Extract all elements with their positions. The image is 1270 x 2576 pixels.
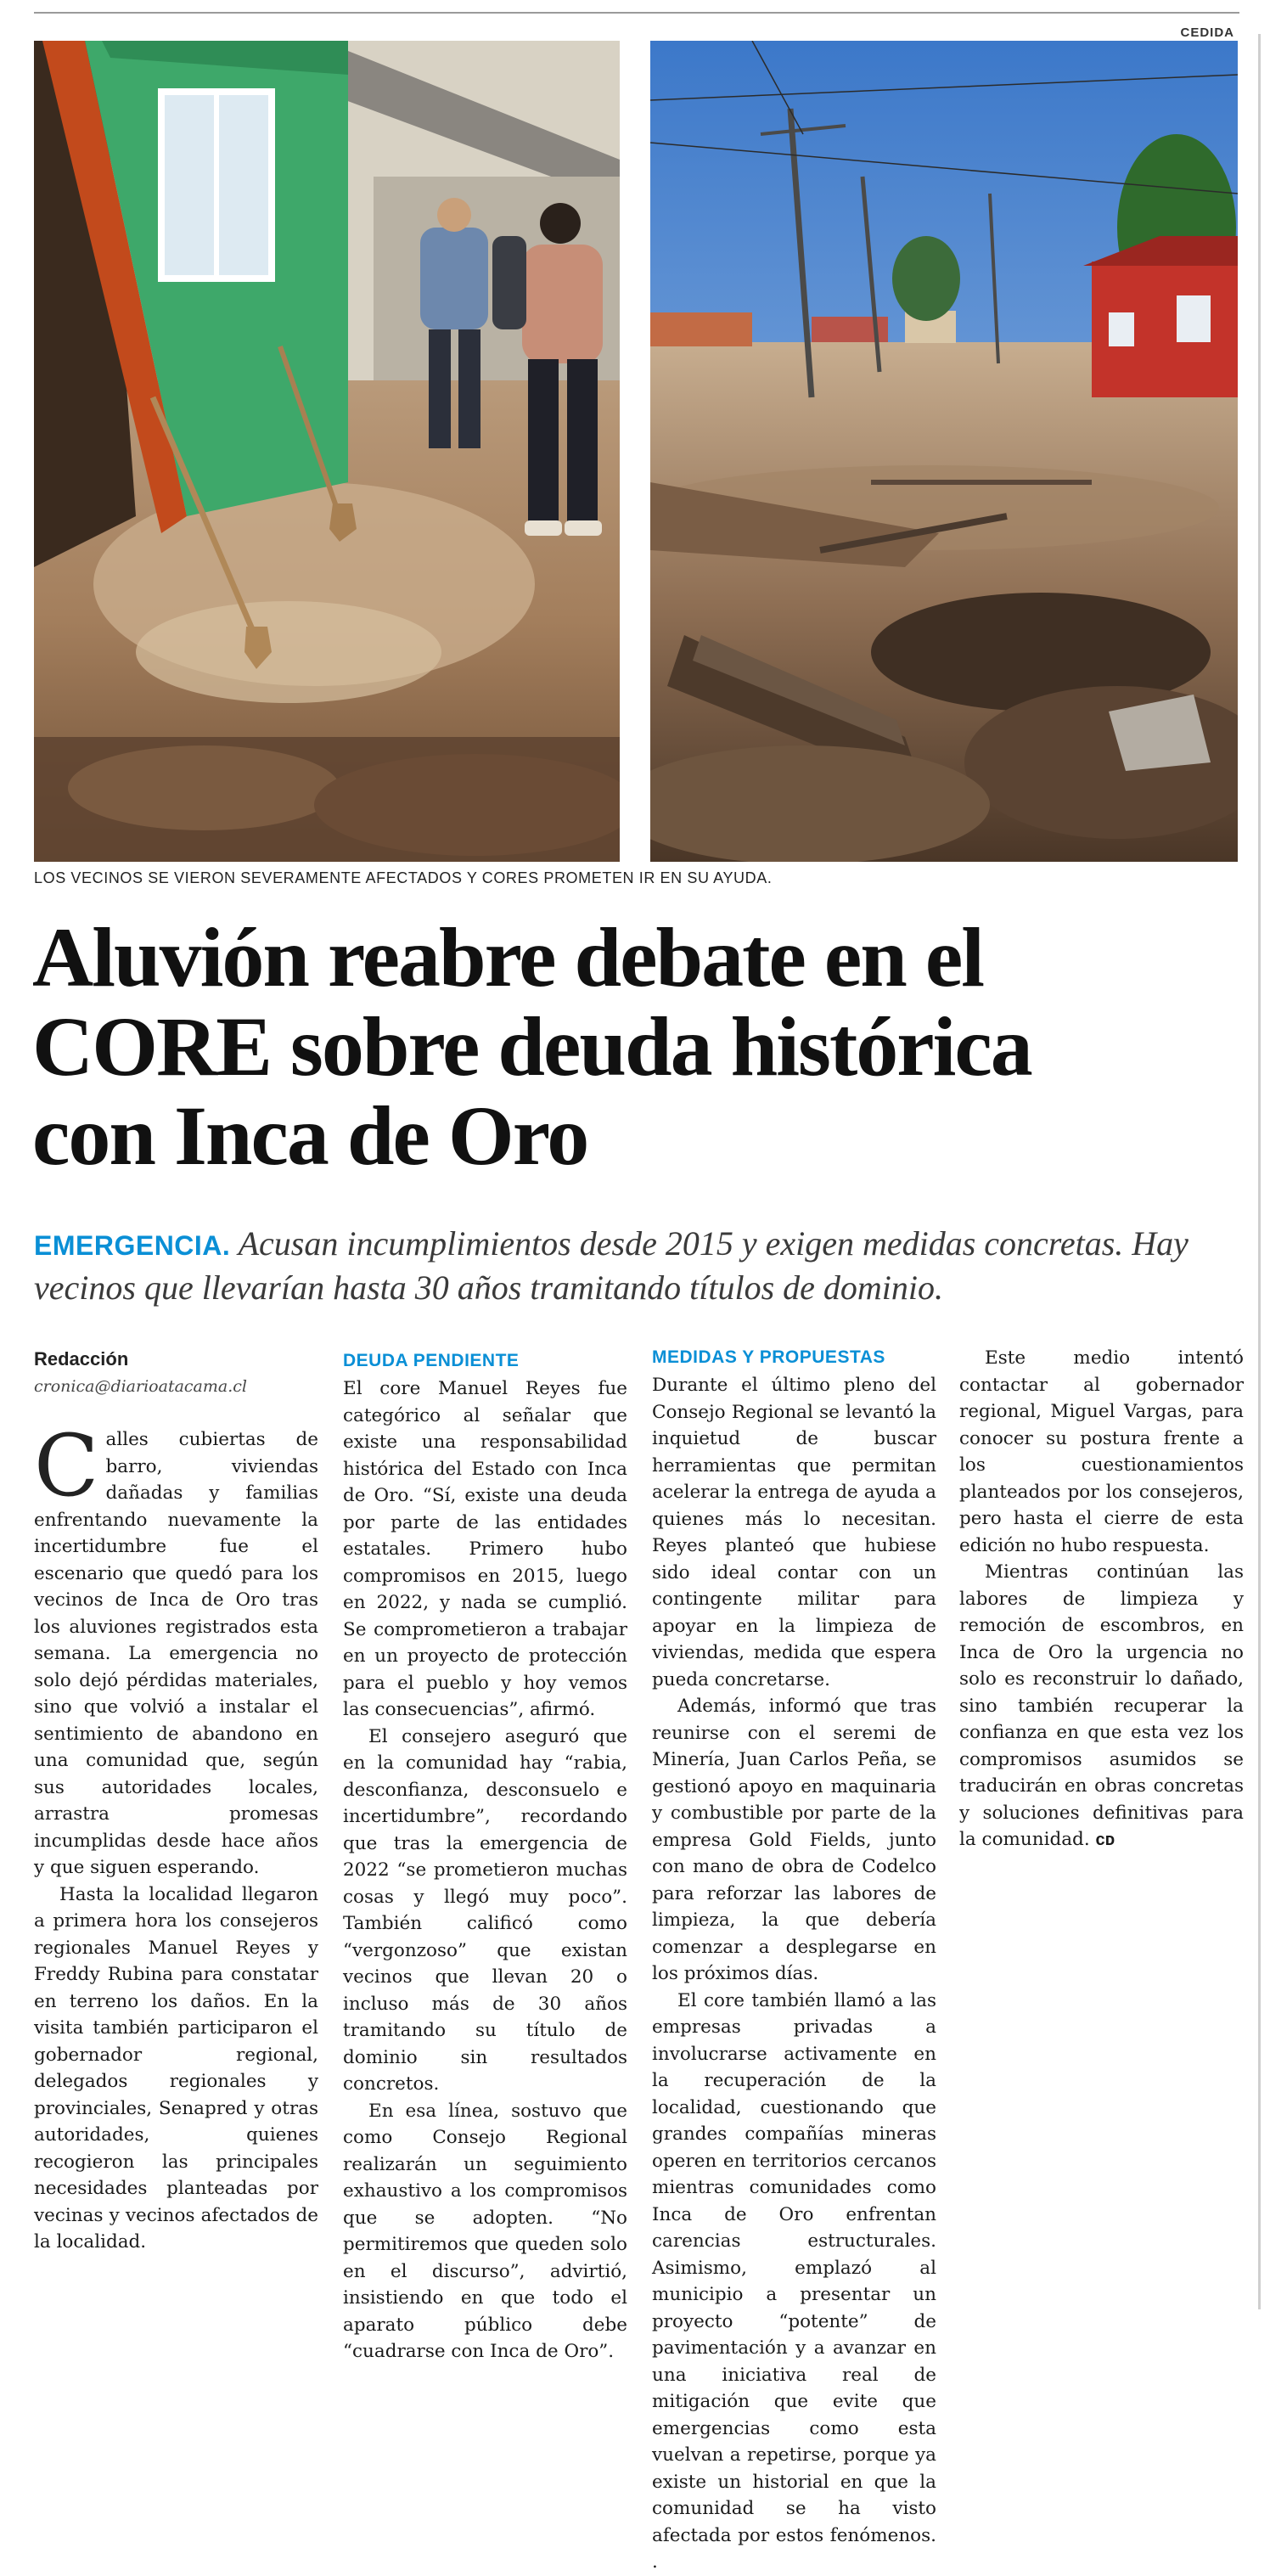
article-column-3 bbox=[652, 1345, 936, 2576]
byline-email[interactable]: cronica@diarioatacama.cl bbox=[34, 1377, 247, 1396]
drop-cap: C bbox=[34, 1416, 99, 1516]
article-column-4 bbox=[959, 1345, 1244, 1854]
photo-credit: CEDIDA bbox=[1180, 25, 1234, 40]
paragraph-mineria: Además, informó que tras reunirse con el seremi de Minería, Juan Carlos Peña, se gestionó apoyo en maquinaria y combustible por parte de la empresa Gold Fields, junto con mano de obra de Codelco para reforzar las labores de limpieza, la que debería comenzar a desplegarse en los próximos días. bbox=[652, 1696, 936, 1984]
subheadline bbox=[34, 1223, 1239, 1309]
paragraph-visit: Hasta la localidad llegaron a primera hora los consejeros regionales Manuel Reyes y Freddy Rubina para constatar en terreno los daños. En la visita también participaron el gobernador regional, delegados regionales y provinciales, Senapred y otras autoridades, quienes recogieron las principales necesidades planteadas por vecinas y vecinos afectados de la localidad. bbox=[34, 1883, 318, 2253]
end-mark-icon: ᴄᴅ bbox=[1095, 1831, 1115, 1849]
paragraph-lead-text: alles cubiertas de barro, viviendas dañadas y familias enfrentando nuevamente la incertidumbre fue el escenario que quedó para los vecinos de Inca de Oro tras los aluviones registrados esta semana. La emergencia no solo dejó pérdidas materiales, sino que volvió a instalar el sentimiento de abandono en una comunidad que, según sus autoridades locales, arrastra promesas incumplidas desde hace años y que siguen esperando. bbox=[34, 1429, 318, 1878]
subheadline-text: Acusan incumplimientos desde 2015 y exigen medidas concretas. Hay vecinos que llevarían hasta 30 años tramitando títulos de dominio. bbox=[34, 1224, 1189, 1307]
paragraph-deuda: El core Manuel Reyes fue categórico al señalar que existe una responsabilidad histórica del Estado con Inca de Oro. “Sí, existe una deuda por parte de las entidades estatales. Primero hubo compromisos en 2015, luego en 2022, y nada se cumplió. Se comprometieron a trabajar en un proyecto de protección para el pueblo y hoy vemos las consecuencias”, afirmó. bbox=[343, 1378, 627, 1720]
paragraph-gobernador: Este medio intentó contactar al gobernador regional, Miguel Vargas, para conocer su postura frente a los cuestionamientos planteados por los consejeros, pero hasta el cierre de esta edición no hubo respuesta. bbox=[959, 1347, 1244, 1556]
paragraph-empresas: El core también llamó a las empresas privadas a involucrarse activamente en la recuperación de la localidad, cuestionando que grandes compañías mineras operen en territorios cercanos mientras comunidades como Inca de Oro enfrentan carencias estructurales. Asimismo, emplazó al municipio a presentar un proyecto “potente” de pavimentación y a avanzar en una iniciativa real de mitigación que evite que emergencias como esta vuelvan a repetirse, porque ya existe un historial en que la comunidad se ha visto afectada por estos fenómenos. . bbox=[652, 1989, 936, 2573]
photo-mud-house bbox=[34, 41, 620, 862]
subheading-deuda-pendiente: DEUDA PENDIENTE bbox=[343, 1351, 520, 1370]
article-column-2 bbox=[343, 1345, 627, 2365]
top-rule bbox=[34, 12, 1239, 14]
subheading-medidas: MEDIDAS Y PROPUESTAS bbox=[652, 1347, 885, 1367]
paragraph-cierre bbox=[959, 1559, 1244, 1854]
section-kicker: EMERGENCIA. bbox=[34, 1230, 231, 1261]
headline-line-3: con Inca de Oro bbox=[32, 1088, 588, 1183]
paragraph-cierre-text: Mientras continúan las labores de limpieza y remoción de escombros, en Inca de Oro la urgencia no solo es reconstruir lo dañado, sino también recuperar la confianza en que esta vez los compromisos asumidos se traducirán en obras concretas y soluciones definitivas para la comunidad. bbox=[959, 1561, 1244, 1850]
headline-line-1: Aluvión reabre debate en el bbox=[32, 910, 984, 1004]
article-column-1 bbox=[34, 1416, 318, 2256]
paragraph-lead bbox=[34, 1416, 318, 1881]
byline-author: Redacción bbox=[34, 1348, 129, 1370]
paragraph-consejero: El consejero aseguró que en la comunidad hay “rabia, desconfianza, desconsuelo e incertidumbre”, recordando que tras la emergencia de 2022 “se prometieron muchas cosas y llegó muy poco”. También calificó como “vergonzoso” que existan vecinos que llevan 20 o incluso más de 30 años tramitando su título de dominio sin resultados concretos. bbox=[343, 1725, 627, 2095]
headline bbox=[32, 910, 1238, 1183]
paragraph-seguimiento: En esa línea, sostuvo que como Consejo Regional realizarán un seguimiento exhaustivo a los compromisos que se adopten. “No permitiremos que queden solo en el discurso”, advirtió, insistiendo en que todo el aparato público debe “cuadrarse con Inca de Oro”. bbox=[343, 2100, 627, 2362]
photo-debris-street bbox=[650, 41, 1238, 862]
right-margin-rule bbox=[1258, 34, 1261, 2309]
headline-line-2: CORE sobre deuda histórica bbox=[32, 999, 1031, 1094]
paragraph-pleno: Durante el último pleno del Consejo Regional se levantó la inquietud de buscar herramientas que permitan acelerar la entrega de ayuda a quienes más lo necesitan. Reyes planteó que hubiese sido ideal contar con un contingente militar para apoyar en la limpieza de viviendas, medida que espera pueda concretarse. bbox=[652, 1375, 936, 1690]
photo-caption: LOS VECINOS SE VIERON SEVERAMENTE AFECTADOS Y CORES PROMETEN IR EN SU AYUDA. bbox=[34, 869, 773, 886]
